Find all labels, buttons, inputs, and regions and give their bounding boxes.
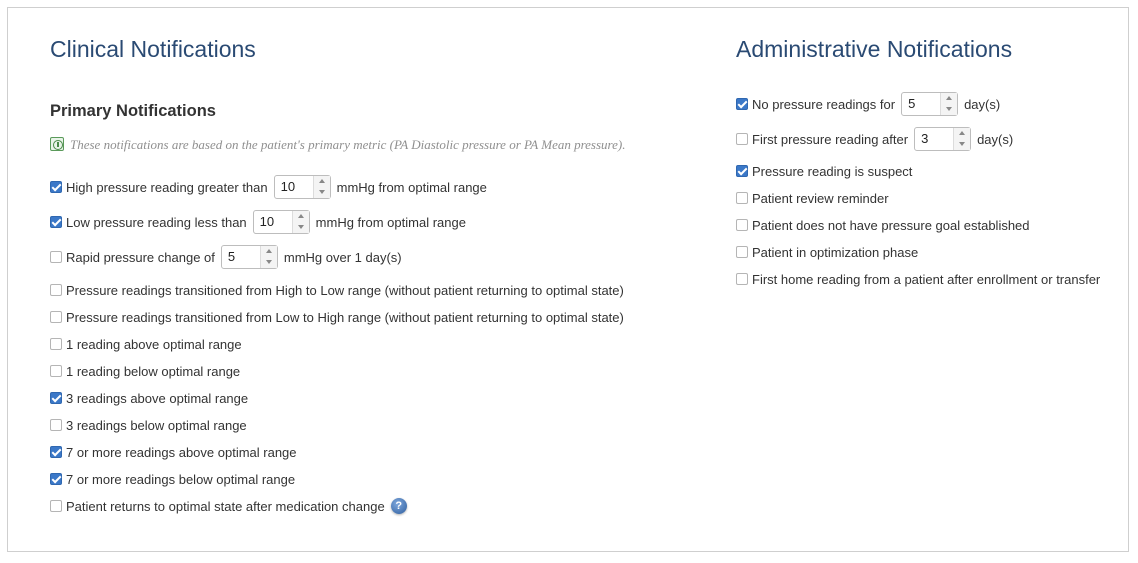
rapid-change-suffix: mmHg over 1 day(s) (283, 249, 402, 265)
administrative-notifications-title: Administrative Notifications (736, 36, 1013, 62)
clinical-item-rapid-change (50, 244, 402, 270)
1-below-checkbox[interactable] (50, 365, 62, 377)
clinical-item-low-to-high (50, 304, 624, 330)
increment-arrow-icon[interactable] (261, 246, 277, 257)
decrement-arrow-icon[interactable] (314, 187, 330, 198)
3-below-label: 3 readings below optimal range (66, 417, 247, 433)
no-goal-checkbox[interactable] (736, 219, 748, 231)
3-above-checkbox[interactable] (50, 392, 62, 404)
decrement-arrow-icon[interactable] (954, 139, 970, 150)
rapid-change-stepper[interactable] (221, 245, 278, 269)
medication-change-label: Patient returns to optimal state after medication change (66, 498, 385, 514)
decrement-arrow-icon[interactable] (941, 104, 957, 115)
3-above-label: 3 readings above optimal range (66, 390, 249, 406)
7-above-label: 7 or more readings above optimal range (66, 444, 297, 460)
first-home-reading-label: First home reading from a patient after enrollment or transfer (752, 271, 1101, 287)
first-reading-after-checkbox[interactable] (736, 133, 748, 145)
decrement-arrow-icon[interactable] (261, 257, 277, 268)
low-pressure-stepper[interactable] (253, 210, 310, 234)
7-below-checkbox[interactable] (50, 473, 62, 485)
primary-metric-info (50, 136, 650, 154)
clinical-item-7-below (50, 466, 295, 492)
7-below-label: 7 or more readings below optimal range (66, 471, 296, 487)
high-pressure-checkbox[interactable] (50, 181, 62, 193)
review-reminder-checkbox[interactable] (736, 192, 748, 204)
clinical-item-3-below (50, 412, 247, 438)
clinical-item-3-above (50, 385, 248, 411)
admin-item-review-reminder (736, 185, 889, 211)
primary-metric-info-text: These notifications are based on the patient's primary metric (PA Diastolic pressure or PA Mean pressure). (70, 137, 626, 152)
high-to-low-label: Pressure readings transitioned from High to Low range (without patient returning to optimal state) (66, 282, 624, 298)
medication-change-checkbox[interactable] (50, 500, 62, 512)
no-readings-value[interactable]: 5 (908, 96, 916, 111)
help-icon[interactable]: ? (391, 498, 407, 514)
low-pressure-suffix: mmHg from optimal range (315, 214, 466, 230)
no-goal-label: Patient does not have pressure goal established (752, 217, 1030, 233)
optimization-phase-label: Patient in optimization phase (752, 244, 919, 260)
low-pressure-checkbox[interactable] (50, 216, 62, 228)
rapid-change-value[interactable]: 5 (227, 249, 236, 264)
clinical-item-high-to-low (50, 277, 624, 303)
info-icon (50, 137, 64, 151)
1-above-checkbox[interactable] (50, 338, 62, 350)
first-home-reading-checkbox[interactable] (736, 273, 748, 285)
admin-item-optimization-phase (736, 239, 918, 265)
clinical-item-1-above (50, 331, 242, 357)
notifications-panel (7, 7, 1129, 552)
review-reminder-label: Patient review reminder (752, 190, 889, 206)
admin-item-no-goal (736, 212, 1030, 238)
clinical-item-low-pressure (50, 209, 466, 235)
primary-notifications-subtitle: Primary Notifications (50, 102, 216, 120)
rapid-change-checkbox[interactable] (50, 251, 62, 263)
clinical-item-high-pressure (50, 174, 487, 200)
low-pressure-label: Low pressure reading less than (66, 214, 247, 230)
admin-item-no-readings (736, 91, 1000, 117)
increment-arrow-icon[interactable] (941, 93, 957, 104)
clinical-item-medication-change (50, 493, 407, 519)
high-pressure-suffix: mmHg from optimal range (336, 179, 487, 195)
first-reading-after-value[interactable]: 3 (921, 131, 929, 146)
clinical-item-7-above (50, 439, 297, 465)
clinical-item-1-below (50, 358, 240, 384)
suspect-label: Pressure reading is suspect (752, 163, 913, 179)
high-to-low-checkbox[interactable] (50, 284, 62, 296)
increment-arrow-icon[interactable] (314, 176, 330, 187)
clinical-notifications-title: Clinical Notifications (50, 36, 256, 62)
no-readings-label: No pressure readings for (752, 96, 896, 112)
high-pressure-value[interactable]: 10 (280, 179, 296, 194)
1-below-label: 1 reading below optimal range (66, 363, 241, 379)
rapid-change-label: Rapid pressure change of (66, 249, 215, 265)
admin-item-suspect (736, 158, 912, 184)
increment-arrow-icon[interactable] (293, 211, 309, 222)
first-reading-after-suffix: day(s) (977, 131, 1014, 147)
no-readings-checkbox[interactable] (736, 98, 748, 110)
suspect-checkbox[interactable] (736, 165, 748, 177)
increment-arrow-icon[interactable] (954, 128, 970, 139)
high-pressure-label: High pressure reading greater than (66, 179, 268, 195)
optimization-phase-checkbox[interactable] (736, 246, 748, 258)
first-reading-after-stepper[interactable] (914, 127, 971, 151)
high-pressure-stepper[interactable] (274, 175, 331, 199)
1-above-label: 1 reading above optimal range (66, 336, 242, 352)
admin-item-first-reading-after (736, 126, 1013, 152)
low-pressure-value[interactable]: 10 (259, 214, 275, 229)
no-readings-stepper[interactable] (901, 92, 958, 116)
no-readings-suffix: day(s) (964, 96, 1001, 112)
first-reading-after-label: First pressure reading after (752, 131, 909, 147)
7-above-checkbox[interactable] (50, 446, 62, 458)
low-to-high-checkbox[interactable] (50, 311, 62, 323)
admin-item-first-home-reading (736, 266, 1100, 292)
decrement-arrow-icon[interactable] (293, 222, 309, 233)
low-to-high-label: Pressure readings transitioned from Low to High range (without patient returning to optimal state) (66, 309, 624, 325)
3-below-checkbox[interactable] (50, 419, 62, 431)
